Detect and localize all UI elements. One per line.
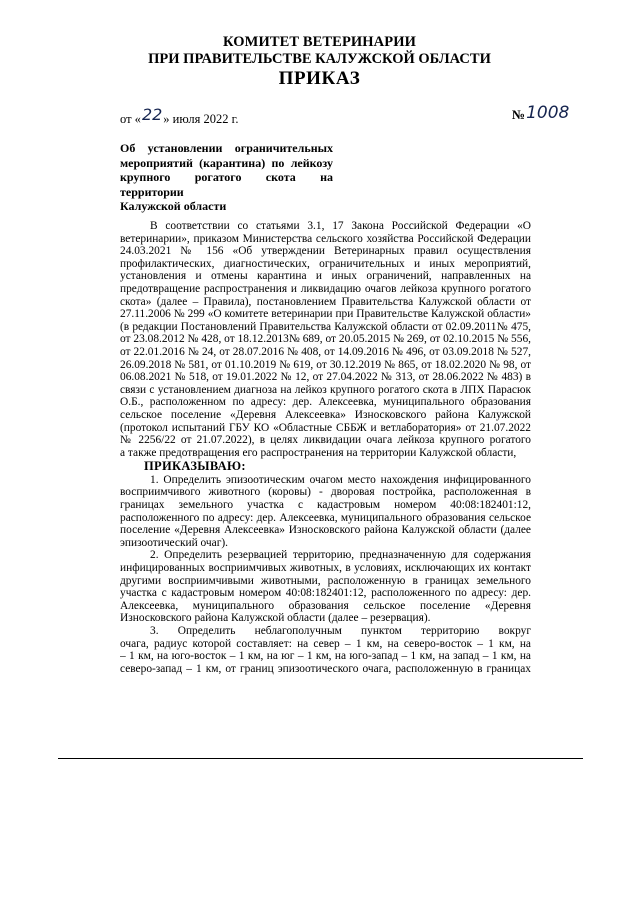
preamble-paragraph: [120, 220, 531, 459]
text-line: 06.08.2021 № 518, от 19.01.2022 № 12, от 27.04.2022 № 313, от 28.06.2022 № 483) в: [120, 371, 531, 384]
text-line: установления и отмены карантина и иных ограничений, направленных на: [120, 270, 531, 283]
text-line: (протокол испытаний ГБУ КО «Областные СББЖ и ветлаборатория» от 21.07.2022: [120, 421, 531, 434]
text-line: расположенного по адресу: дер. Алексеевка, муниципального образования сельское: [120, 511, 531, 524]
order-body: [120, 220, 531, 675]
subject-line: Калужской области: [120, 199, 227, 213]
text-line: (в редакции Постановлений Правительства Калужской области от 02.09.2011№ 475,: [120, 320, 531, 333]
text-line: 3. Определить неблагополучным пунктом территорию вокруг: [150, 625, 531, 637]
text-line: другими восприимчивыми животными, расположенную в границах земельного: [120, 574, 531, 587]
text-line: от 23.08.2012 № 428, от 18.12.2013№ 689, от 20.05.2015 № 269, от 02.10.2015 № 556,: [120, 333, 531, 346]
order-item-3: [120, 625, 531, 675]
subject-line: Об установлении ограничительных: [120, 141, 333, 155]
text-line: № 2256/22 от 21.07.2022), в целях ликвидации очага лейкоза крупного рогатого: [120, 434, 531, 447]
order-item-1: [120, 474, 531, 550]
order-subject: [120, 141, 333, 214]
order-word: ПРИКАЗЫВАЮ:: [144, 459, 246, 474]
text-line: 2. Определить резервацией территорию, предназначенную для содержания: [150, 549, 531, 562]
number-prefix: №: [512, 107, 526, 122]
text-line: участка с кадастровым номером 40:08:182401:12, расположенного по адресу: дер.: [120, 587, 531, 600]
subject-line: мероприятий (карантина) по лейкозу: [120, 155, 333, 170]
order-number: [512, 104, 570, 124]
handwritten-day: 22: [141, 105, 163, 124]
text-line: инфицированных восприимчивых животных, в условиях, исключающих их контакт: [120, 562, 531, 575]
text-line: северо-запад – 1 км, от границ эпизоотического очага, расположенную в границах: [120, 662, 531, 675]
text-line: сельское поселение «Деревня Алексеевка» Износковского района Калужской: [120, 408, 531, 421]
text-line: профилактических, диагностических, ограничительных и иных мероприятий,: [120, 257, 531, 270]
text-line: скота» (далее – Правила), постановлением Правительства Калужской области от: [120, 295, 531, 308]
text-line: 26.09.2018 № 581, от 01.10.2019 № 619, от 30.12.2019 № 865, от 18.02.2020 № 98, от: [120, 358, 531, 371]
text-line: очага, радиус которой составляет: на север – 1 км, на северо-восток – 1 км, на: [120, 637, 531, 650]
text-line: границах земельного участка с кадастровым номером 40:08:182401:12,: [120, 499, 531, 512]
text-line: предотвращение распространения и ликвидацию очагов лейкоза крупного рогатого: [120, 282, 531, 295]
text-line: связи с установлением диагноза на лейкоз крупного рогатого скота в ЛПХ Парасюк: [120, 383, 531, 396]
text-line: В соответствии со статьями 3.1, 17 Закона Российской Федерации «О: [150, 220, 531, 232]
text-line: 24.03.2021 № 156 «Об утверждении Ветеринарных правил осуществления: [120, 245, 531, 258]
document-type: ПРИКАЗ: [278, 68, 361, 89]
org-name-line-1: КОМИТЕТ ВЕТЕРИНАРИИ: [223, 34, 416, 50]
text-line: от 22.01.2016 № 24, от 28.07.2016 № 408, от 14.09.2016 № 496, от 03.09.2018 № 527,: [120, 345, 531, 358]
org-name-line-2: ПРИ ПРАВИТЕЛЬСТВЕ КАЛУЖСКОЙ ОБЛАСТИ: [148, 51, 491, 67]
text-line: эпизоотический очаг).: [120, 536, 229, 549]
subject-line: крупного рогатого скота на территории: [120, 170, 333, 199]
text-line: О.Б., расположенном по адресу: дер. Алексеевка, муниципального образования: [120, 396, 531, 409]
order-date: [120, 105, 239, 127]
page-footer-line: [58, 758, 583, 759]
date-suffix: » июля 2022 г.: [163, 112, 239, 126]
text-line: поселение «Деревня Алексеевка» Износковского района Калужской области (далее: [120, 524, 531, 537]
text-line: 1. Определить эпизоотическим очагом место нахождения инфицированного: [150, 473, 531, 486]
text-line: а также предотвращения его распространения на территории Калужской области,: [120, 446, 517, 459]
order-item-2: [120, 549, 531, 625]
text-line: – 1 км, на юго-восток – 1 км, на юг – 1 км, на юго-запад – 1 км, на запад – 1 км, на: [120, 650, 531, 663]
text-line: 27.11.2006 № 299 «О комитете ветеринарии при Правительстве Калужской области»: [120, 308, 531, 321]
order-word-line: [120, 460, 531, 474]
date-prefix: от «: [120, 112, 141, 126]
text-line: ветеринарии», приказом Министерства сельского хозяйства Российской Федерации: [120, 232, 531, 245]
text-line: Алексеевка, муниципального образования сельское поселение «Деревня: [120, 599, 531, 612]
text-line: Износковского района Калужской области (далее – резервация).: [120, 612, 431, 625]
text-line: восприимчивого животного (коровы) - дворовая постройка, расположенная в: [120, 486, 531, 499]
handwritten-number: 1008: [526, 103, 570, 123]
